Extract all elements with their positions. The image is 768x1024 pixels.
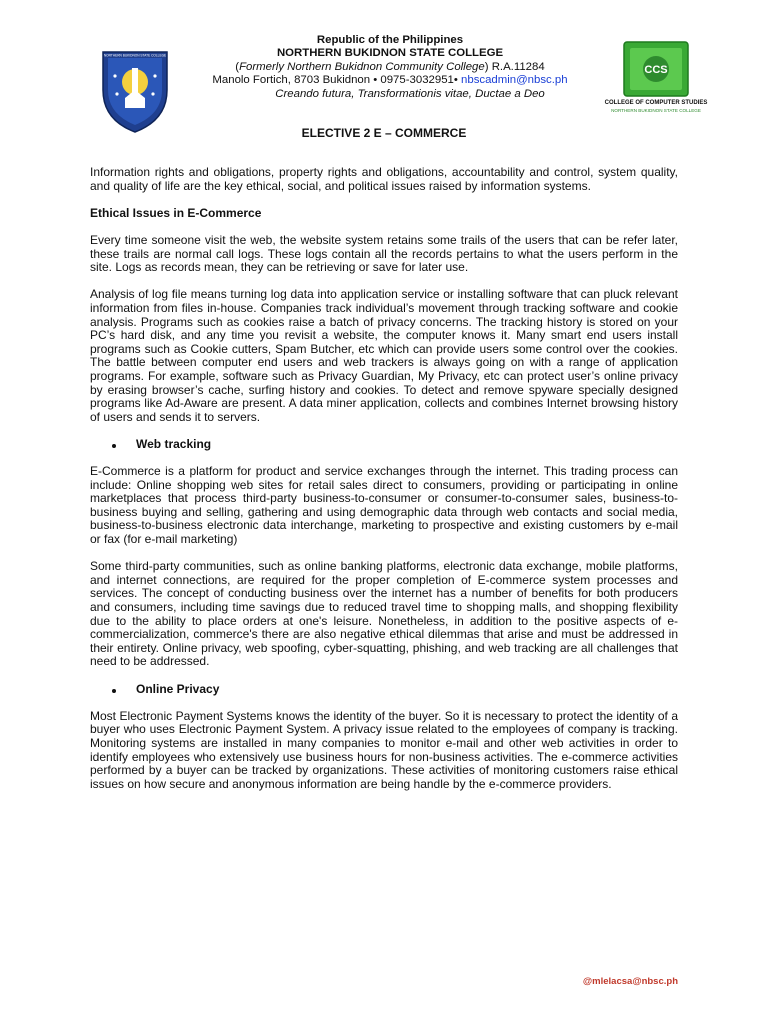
letterhead [0,28,768,124]
bullet-online-privacy: Online Privacy [90,683,678,697]
bullet-web-tracking: Web tracking [90,438,678,452]
svg-text:NORTHERN BUKIDNON STATE COLLEG: NORTHERN BUKIDNON STATE COLLEGE [611,108,701,113]
paragraph-payment-systems: Most Electronic Payment Systems knows the identity of the buyer. So it is necessary to protect the identity of a buyer who uses Electronic Payment System. A privacy issue related to the employees of company is tracking. Monitoring systems are installed in many companies to monitor e-mail and other web activities in order to identify employees who extensively use business hours for non-business activities. The e-commerce activities performed by a buyer can be tracked by organizations. These activities of monitoring customers raise ethical issues on how secure and anonymous information are being handle by the e-commerce providers. [90,708,678,791]
address-line: Manolo Fortich, 8703 Bukidnon • 0975-3032951• nbscadmin@nbsc.ph [212,74,568,87]
footer-email[interactable]: @mlelacsa@nbsc.ph [582,976,678,987]
paragraph-log-analysis: Analysis of log file means turning log data into application service or installing software that can pluck relevant information from files in-house. Companies track individual’s movement through tracking software and cookie analysis. Programs such as cookies raise a batch of privacy concerns. The tracking history is stored on your PC’s hard disk, and any time you revisit a website, the computer knows it. Many smart end users install programs such as Cookie cutters, Spam Butcher, etc which can provide users some control over the cookies. The battle between computer end users and web trackers is always going on with a range of application programs. For example, software such as Privacy Guardian, My Privacy, etc can protect user’s online privacy by erasing browser’s cache, surfing history and cookies. To detect and remove spyware specially designed programs like Ad-Aware are present. A data miner application, collects and combines Internet browsing history of users and sends it to servers. [90,287,678,424]
intro-paragraph: Information rights and obligations, property rights and obligations, accountability and control, system quality, and quality of life are the key ethical, social, and political issues raised by information systems. [90,165,678,193]
college-motto: Creando futura, Transformationis vitae, Ductae a Deo [275,87,545,100]
document-title: ELECTIVE 2 E – COMMERCE [301,126,467,140]
paragraph-logs: Every time someone visit the web, the website system retains some trails of the users that can be refer later, these trails are normal call logs. These logs contain all the records pertains to what the users perform in the site. Logs as records mean, they can be retrieving or save for later use. [90,232,678,275]
svg-text:COLLEGE OF COMPUTER STUDIES: COLLEGE OF COMPUTER STUDIES [604,100,708,106]
formerly-line: (Formerly Northern Bukidnon Community College) R.A.11284 [235,60,545,73]
document-body [90,166,678,805]
section-heading-ethical-issues: Ethical Issues in E-Commerce [90,205,262,220]
bullet-dot-icon [112,444,116,448]
svg-text:CCS: CCS [644,64,668,76]
bullet-dot-icon [112,689,116,693]
paragraph-third-party: Some third-party communities, such as online banking platforms, electronic data exchange, mobile platforms, and internet connections, are required for the proper completion of E-commerce system processes and services. The concept of conducting business over the internet has a number of benefits for both producers and consumers, including time savings due to reduced travel time to shopping malls, and shopping flexibility due to the ability to place orders at one's leisure. Nonetheless, in addition to the positive aspects of e-commercialization, commerce's there are also negative ethical dilemmas that arise and must be addressed in their entirety. Online privacy, web spoofing, cyber-squatting, phishing, and web tracking are all challenges that need to be addressed. [90,559,678,669]
college-seal-logo [99,46,171,134]
ccs-logo [600,40,712,116]
paragraph-ecommerce: E-Commerce is a platform for product and service exchanges through the internet. This trading process can include: Online shopping web sites for retail sales direct to consumers, providing or participating in online marketplaces that process third-party business-to-consumer or consumer-to-consumer sales, business-to-business buying and selling, gathering and using demographic data through web contacts and social media, business-to-business electronic data interchange, marketing to prospective and existing customers by e-mail or fax (for e-mail marketing) [90,464,678,547]
svg-text:NORTHERN BUKIDNON STATE COLLEG: NORTHERN BUKIDNON STATE COLLEGE [103,53,167,58]
admin-email-link[interactable]: nbscadmin@nbsc.ph [461,74,568,87]
republic-line: Republic of the Philippines [316,34,464,46]
college-name: NORTHERN BUKIDNON STATE COLLEGE [276,47,504,60]
letterhead-text [190,34,590,101]
